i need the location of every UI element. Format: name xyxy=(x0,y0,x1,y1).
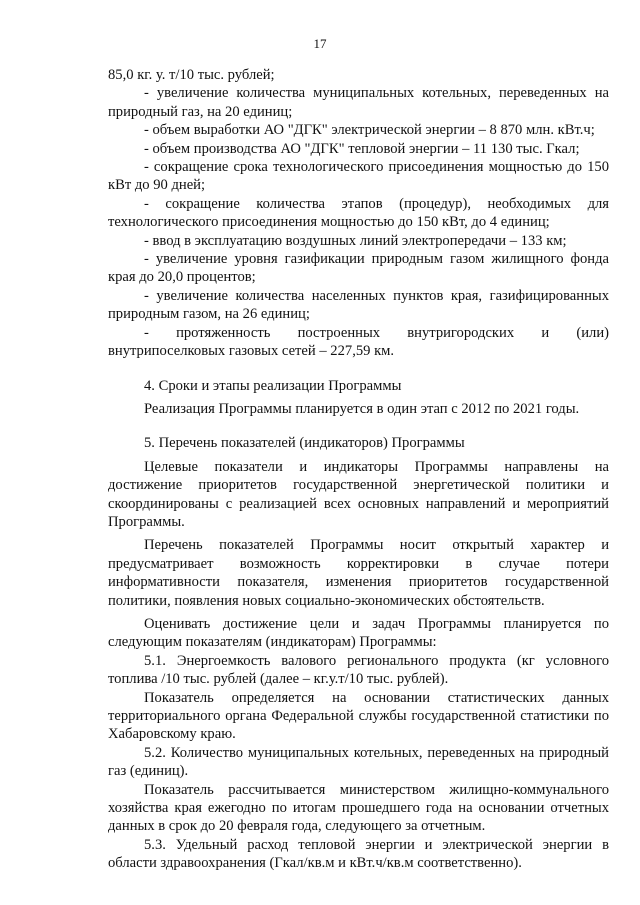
continuation-line: 85,0 кг. у. т/10 тыс. рублей; xyxy=(108,67,275,83)
section-5-paragraph: Целевые показатели и индикаторы Программы направлены на достижение приоритетов государственной энергетической политики и скоординированы с реализацией всех основных направлений и мероприятий Программы. xyxy=(108,458,609,530)
section-4-heading: 4. Сроки и этапы реализации Программы xyxy=(144,377,402,394)
indicator-item: 5.1. Энергоемкость валового регионального продукта (кг условного топлива /10 тыс. рублей (далее – кг.у.т/10 тыс. рублей). xyxy=(108,652,609,688)
target-item: - объем производства АО "ДГК" тепловой энергии – 11 130 тыс. Гкал; xyxy=(144,140,580,157)
indicator-item: 5.2. Количество муниципальных котельных, переведенных на природный газ (единиц). xyxy=(108,744,609,780)
document-body xyxy=(108,66,609,873)
target-item: - увеличение количества населенных пунктов края, газифицированных природным газом, на 26 единиц; xyxy=(108,287,609,323)
section-4-text: Реализация Программы планируется в один этап с 2012 по 2021 годы. xyxy=(144,400,580,417)
target-item: - сокращение срока технологического присоединения мощностью до 150 кВт до 90 дней; xyxy=(108,159,609,194)
section-5-paragraph: Перечень показателей Программы носит открытый характер и предусматривает возможность корректировки в случае потери информативности показателя, изменения приоритетов государственной политики, появления новых социально-экономических обстоятельств. xyxy=(108,537,609,609)
indicator-item: 5.3. Удельный расход тепловой энергии и электрической энергии в области здравоохранения (Гкал/кв.м и кВт.ч/кв.м соответственно). xyxy=(108,836,609,872)
indicator-note: Показатель рассчитывается министерством жилищно-коммунального хозяйства края ежегодно по итогам прошедшего года на основании отчетных данных в срок до 20 февраля года, следующего за отчетным. xyxy=(108,781,609,835)
target-item: - протяженность построенных внутригородских и (или) внутрипоселковых газовых сетей – 227,59 км. xyxy=(108,324,609,360)
section-5-paragraph: Оценивать достижение цели и задач Программы планируется по следующим показателям (индикаторам) Программы: xyxy=(108,615,609,651)
target-item: - увеличение количества муниципальных котельных, переведенных на природный газ, на 20 единиц; xyxy=(108,85,609,120)
target-item: - объем выработки АО "ДГК" электрической энергии – 8 870 млн. кВт.ч; xyxy=(144,122,595,139)
target-item: - ввод в эксплуатацию воздушных линий электропередачи – 133 км; xyxy=(144,232,567,249)
section-5-heading: 5. Перечень показателей (индикаторов) Программы xyxy=(144,435,465,452)
page-number: 17 xyxy=(313,36,327,51)
indicator-note: Показатель определяется на основании статистических данных территориального органа Федеральной службы государственной статистики по Хабаровскому краю. xyxy=(108,689,609,743)
target-item: - сокращение количества этапов (процедур), необходимых для технологического присоединения мощностью до 150 кВт, до 4 единиц; xyxy=(108,195,609,231)
target-item: - увеличение уровня газификации природным газом жилищного фонда края до 20,0 процентов; xyxy=(108,251,609,286)
